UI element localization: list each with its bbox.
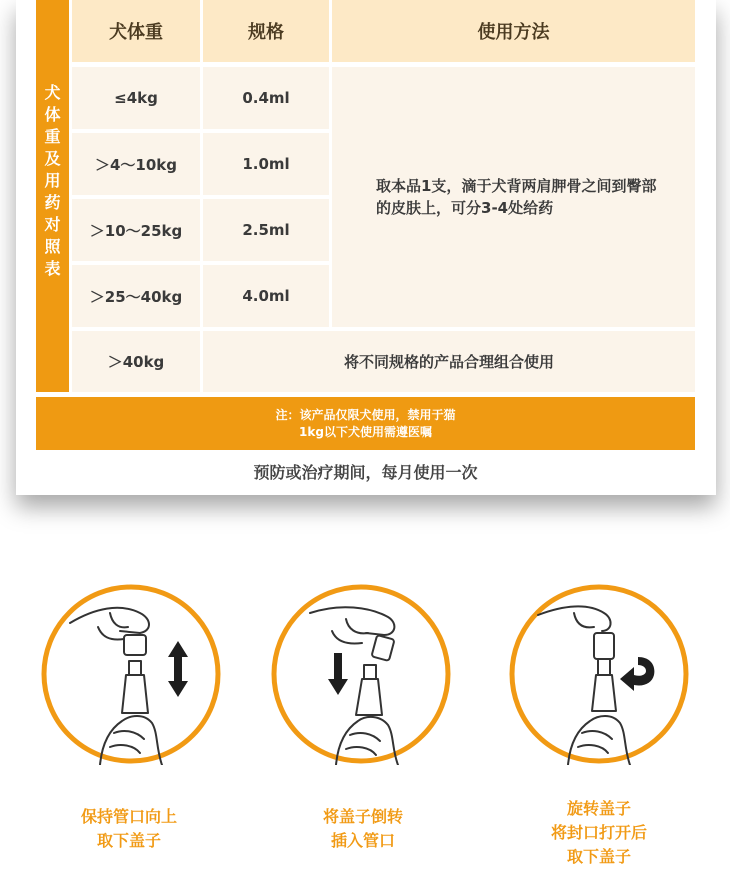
- header-weight: 犬体重: [72, 0, 200, 62]
- row-5-weight: ＞40kg: [72, 331, 200, 392]
- notice-bar: [36, 397, 695, 450]
- step-2-illustration: [270, 583, 452, 765]
- row-1-weight: ≤4kg: [72, 67, 200, 129]
- step-3-caption-line-3: 取下盖子: [566, 847, 631, 866]
- invert-cap-insert-icon: [270, 583, 452, 765]
- step-1-caption-line-1: 保持管口向上: [80, 807, 177, 826]
- header-method: 使用方法: [332, 0, 695, 62]
- step-3-caption: [499, 797, 699, 869]
- step-2-caption-line-2: 插入管口: [330, 831, 395, 850]
- step-3-illustration: [508, 583, 690, 765]
- row-2-spec: 1.0ml: [203, 133, 329, 195]
- row-2-weight: ＞4～10kg: [72, 133, 200, 195]
- step-1-caption-line-2: 取下盖子: [96, 831, 161, 850]
- step-2-caption-line-1: 将盖子倒转: [322, 807, 403, 826]
- notice-line-2: 1kg以下犬使用需遵医嘱: [299, 424, 432, 439]
- row-3-spec: 2.5ml: [203, 199, 329, 261]
- hold-tube-remove-cap-icon: [40, 583, 222, 765]
- row-3-weight: ＞10～25kg: [72, 199, 200, 261]
- header-spec: 规格: [203, 0, 329, 62]
- row-4-weight: ＞25～40kg: [72, 265, 200, 327]
- twist-cap-icon: [508, 583, 690, 765]
- step-3-caption-line-2: 将封口打开后: [550, 823, 647, 842]
- step-2-caption: [263, 805, 463, 853]
- step-1-illustration: [40, 583, 222, 765]
- row-5-combined-note: 将不同规格的产品合理组合使用: [203, 331, 695, 392]
- table-side-label: 犬体重及用药对照表: [44, 83, 61, 278]
- step-3-caption-line-1: 旋转盖子: [566, 799, 631, 818]
- step-1-caption: [29, 805, 229, 853]
- table-side-label-bar: [36, 0, 69, 392]
- row-4-spec: 4.0ml: [203, 265, 329, 327]
- row-1-spec: 0.4ml: [203, 67, 329, 129]
- notice-line-1: 注：该产品仅限犬使用，禁用于猫: [275, 407, 456, 422]
- usage-method: 取本品1支，滴于犬背两肩胛骨之间到臀部的皮肤上，可分3-4处给药: [332, 67, 695, 327]
- usage-frequency: 预防或治疗期间，每月使用一次: [253, 462, 478, 482]
